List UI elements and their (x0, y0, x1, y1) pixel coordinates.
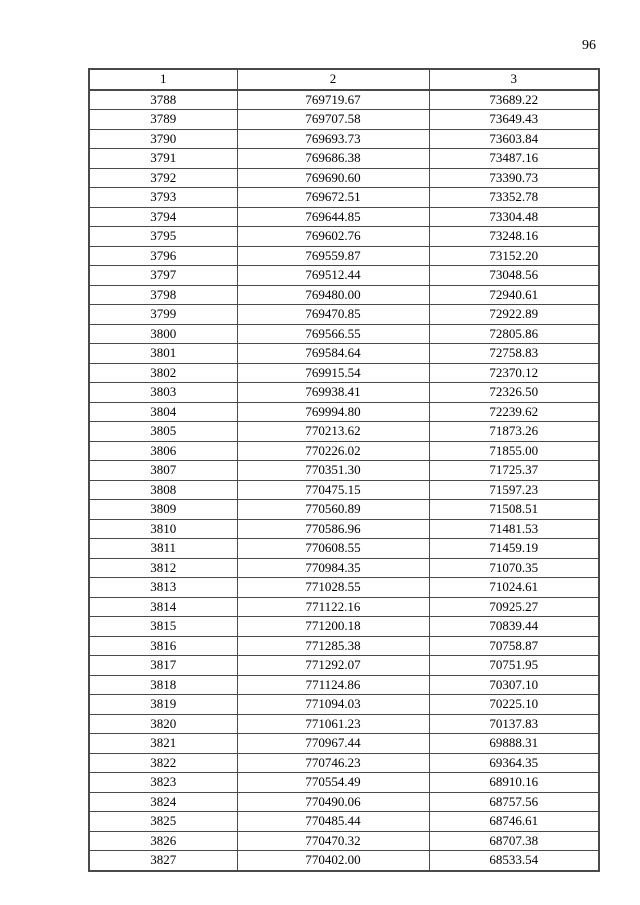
point-number-cell: 3800 (89, 324, 237, 344)
y-coordinate-cell: 68707.38 (429, 831, 599, 851)
x-coordinate-cell: 769644.85 (237, 207, 429, 227)
x-coordinate-cell: 770967.44 (237, 734, 429, 754)
y-coordinate-cell: 73603.84 (429, 129, 599, 149)
table-row (89, 753, 599, 773)
table-row (89, 500, 599, 520)
x-coordinate-cell: 769559.87 (237, 246, 429, 266)
table-row (89, 266, 599, 286)
y-coordinate-cell: 73390.73 (429, 168, 599, 188)
point-number-cell: 3795 (89, 227, 237, 247)
x-coordinate-cell: 770560.89 (237, 500, 429, 520)
point-number-cell: 3815 (89, 617, 237, 637)
table-row (89, 149, 599, 169)
table-row (89, 422, 599, 442)
y-coordinate-cell: 73304.48 (429, 207, 599, 227)
x-coordinate-cell: 771285.38 (237, 636, 429, 656)
table-row (89, 344, 599, 364)
y-coordinate-cell: 72805.86 (429, 324, 599, 344)
y-coordinate-cell: 73352.78 (429, 188, 599, 208)
y-coordinate-cell: 68757.56 (429, 792, 599, 812)
y-coordinate-cell: 73248.16 (429, 227, 599, 247)
table-row (89, 519, 599, 539)
x-coordinate-cell: 769707.58 (237, 110, 429, 130)
y-coordinate-cell: 71725.37 (429, 461, 599, 481)
x-coordinate-cell: 771292.07 (237, 656, 429, 676)
x-coordinate-cell: 770226.02 (237, 441, 429, 461)
x-coordinate-cell: 770213.62 (237, 422, 429, 442)
y-coordinate-cell: 70137.83 (429, 714, 599, 734)
point-number-cell: 3802 (89, 363, 237, 383)
table-row (89, 90, 599, 110)
x-coordinate-cell: 770586.96 (237, 519, 429, 539)
x-coordinate-cell: 769480.00 (237, 285, 429, 305)
y-coordinate-cell: 70751.95 (429, 656, 599, 676)
y-coordinate-cell: 73649.43 (429, 110, 599, 130)
point-number-cell: 3790 (89, 129, 237, 149)
table-row (89, 636, 599, 656)
point-number-cell: 3803 (89, 383, 237, 403)
y-coordinate-cell: 72370.12 (429, 363, 599, 383)
y-coordinate-cell: 72239.62 (429, 402, 599, 422)
table-row (89, 227, 599, 247)
point-number-cell: 3806 (89, 441, 237, 461)
x-coordinate-cell: 769584.64 (237, 344, 429, 364)
table-row (89, 734, 599, 754)
point-number-cell: 3801 (89, 344, 237, 364)
x-coordinate-cell: 770490.06 (237, 792, 429, 812)
coordinates-table (88, 68, 600, 872)
page-number: 96 (582, 38, 596, 53)
table-row (89, 441, 599, 461)
table-row (89, 246, 599, 266)
point-number-cell: 3805 (89, 422, 237, 442)
point-number-cell: 3807 (89, 461, 237, 481)
table-row (89, 851, 599, 871)
y-coordinate-cell: 68746.61 (429, 812, 599, 832)
y-coordinate-cell: 72922.89 (429, 305, 599, 325)
table-row (89, 285, 599, 305)
table-row (89, 363, 599, 383)
x-coordinate-cell: 769994.80 (237, 402, 429, 422)
table-row (89, 617, 599, 637)
y-coordinate-cell: 72758.83 (429, 344, 599, 364)
x-coordinate-cell: 771028.55 (237, 578, 429, 598)
table-row (89, 675, 599, 695)
point-number-cell: 3817 (89, 656, 237, 676)
y-coordinate-cell: 70758.87 (429, 636, 599, 656)
table-row (89, 831, 599, 851)
table-row (89, 792, 599, 812)
x-coordinate-cell: 770351.30 (237, 461, 429, 481)
column-header-1: 1 (89, 69, 237, 90)
table-row (89, 773, 599, 793)
point-number-cell: 3814 (89, 597, 237, 617)
table-row (89, 597, 599, 617)
point-number-cell: 3820 (89, 714, 237, 734)
point-number-cell: 3808 (89, 480, 237, 500)
column-header-2: 2 (237, 69, 429, 90)
column-header-3: 3 (429, 69, 599, 90)
point-number-cell: 3804 (89, 402, 237, 422)
x-coordinate-cell: 770470.32 (237, 831, 429, 851)
point-number-cell: 3797 (89, 266, 237, 286)
table-row (89, 480, 599, 500)
x-coordinate-cell: 769602.76 (237, 227, 429, 247)
point-number-cell: 3816 (89, 636, 237, 656)
table-row (89, 188, 599, 208)
x-coordinate-cell: 770984.35 (237, 558, 429, 578)
point-number-cell: 3826 (89, 831, 237, 851)
y-coordinate-cell: 70307.10 (429, 675, 599, 695)
point-number-cell: 3827 (89, 851, 237, 871)
table-row (89, 168, 599, 188)
table-row (89, 695, 599, 715)
x-coordinate-cell: 770402.00 (237, 851, 429, 871)
y-coordinate-cell: 70839.44 (429, 617, 599, 637)
x-coordinate-cell: 771094.03 (237, 695, 429, 715)
table-row (89, 539, 599, 559)
table-row (89, 578, 599, 598)
y-coordinate-cell: 73152.20 (429, 246, 599, 266)
y-coordinate-cell: 68533.54 (429, 851, 599, 871)
x-coordinate-cell: 771124.86 (237, 675, 429, 695)
table-row (89, 714, 599, 734)
y-coordinate-cell: 71481.53 (429, 519, 599, 539)
y-coordinate-cell: 73487.16 (429, 149, 599, 169)
point-number-cell: 3824 (89, 792, 237, 812)
table-header (89, 69, 599, 90)
y-coordinate-cell: 68910.16 (429, 773, 599, 793)
x-coordinate-cell: 771122.16 (237, 597, 429, 617)
point-number-cell: 3825 (89, 812, 237, 832)
table-body (89, 90, 599, 871)
x-coordinate-cell: 769672.51 (237, 188, 429, 208)
table-row (89, 812, 599, 832)
point-number-cell: 3799 (89, 305, 237, 325)
table-row (89, 207, 599, 227)
point-number-cell: 3789 (89, 110, 237, 130)
table-row (89, 110, 599, 130)
x-coordinate-cell: 769470.85 (237, 305, 429, 325)
point-number-cell: 3788 (89, 90, 237, 110)
table-row (89, 129, 599, 149)
y-coordinate-cell: 69888.31 (429, 734, 599, 754)
x-coordinate-cell: 770608.55 (237, 539, 429, 559)
point-number-cell: 3813 (89, 578, 237, 598)
point-number-cell: 3798 (89, 285, 237, 305)
point-number-cell: 3812 (89, 558, 237, 578)
point-number-cell: 3794 (89, 207, 237, 227)
y-coordinate-cell: 73048.56 (429, 266, 599, 286)
x-coordinate-cell: 770485.44 (237, 812, 429, 832)
point-number-cell: 3796 (89, 246, 237, 266)
point-number-cell: 3821 (89, 734, 237, 754)
point-number-cell: 3811 (89, 539, 237, 559)
x-coordinate-cell: 770554.49 (237, 773, 429, 793)
x-coordinate-cell: 769915.54 (237, 363, 429, 383)
point-number-cell: 3818 (89, 675, 237, 695)
point-number-cell: 3819 (89, 695, 237, 715)
x-coordinate-cell: 769686.38 (237, 149, 429, 169)
point-number-cell: 3809 (89, 500, 237, 520)
y-coordinate-cell: 71024.61 (429, 578, 599, 598)
table-row (89, 558, 599, 578)
y-coordinate-cell: 69364.35 (429, 753, 599, 773)
point-number-cell: 3822 (89, 753, 237, 773)
y-coordinate-cell: 71597.23 (429, 480, 599, 500)
x-coordinate-cell: 769566.55 (237, 324, 429, 344)
table-row (89, 402, 599, 422)
point-number-cell: 3791 (89, 149, 237, 169)
point-number-cell: 3793 (89, 188, 237, 208)
x-coordinate-cell: 771061.23 (237, 714, 429, 734)
x-coordinate-cell: 770475.15 (237, 480, 429, 500)
y-coordinate-cell: 72940.61 (429, 285, 599, 305)
x-coordinate-cell: 769693.73 (237, 129, 429, 149)
x-coordinate-cell: 769512.44 (237, 266, 429, 286)
header-row (89, 69, 599, 90)
point-number-cell: 3792 (89, 168, 237, 188)
y-coordinate-cell: 73689.22 (429, 90, 599, 110)
y-coordinate-cell: 70925.27 (429, 597, 599, 617)
table-row (89, 461, 599, 481)
table-row (89, 656, 599, 676)
table-row (89, 383, 599, 403)
y-coordinate-cell: 71873.26 (429, 422, 599, 442)
y-coordinate-cell: 71508.51 (429, 500, 599, 520)
y-coordinate-cell: 72326.50 (429, 383, 599, 403)
table-row (89, 324, 599, 344)
table-row (89, 305, 599, 325)
x-coordinate-cell: 769938.41 (237, 383, 429, 403)
y-coordinate-cell: 71855.00 (429, 441, 599, 461)
x-coordinate-cell: 771200.18 (237, 617, 429, 637)
y-coordinate-cell: 70225.10 (429, 695, 599, 715)
x-coordinate-cell: 769719.67 (237, 90, 429, 110)
point-number-cell: 3810 (89, 519, 237, 539)
y-coordinate-cell: 71459.19 (429, 539, 599, 559)
x-coordinate-cell: 769690.60 (237, 168, 429, 188)
point-number-cell: 3823 (89, 773, 237, 793)
x-coordinate-cell: 770746.23 (237, 753, 429, 773)
y-coordinate-cell: 71070.35 (429, 558, 599, 578)
